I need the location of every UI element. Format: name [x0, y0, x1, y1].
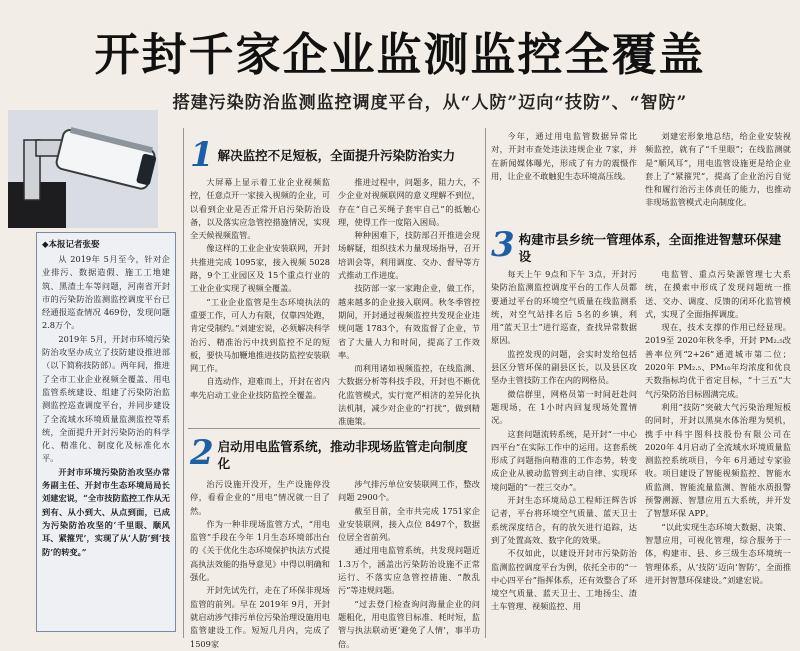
section3-heading: 构建市县乡统一管理体系，全面推进智慧环保建设 [518, 232, 782, 264]
continued-column-b [645, 130, 791, 228]
paragraph: 利用“技防”突破大气污染治理短板的同时，开封以黑臭水体治理为契机，携手中科宇图科技股份有限公司在 2020年 4月启动了全流域水环境质量监测监控系统项目，今年 6月通过专家验收。项目建设了智能视频监控、智能水质监测、智能流量监测、智能水质报警预警溯源、智慧应用五大系统，并开发了智慧环保 APP。 [645, 401, 791, 519]
headline: 开封千家企业监测监控全覆盖 [94, 28, 706, 81]
byline: ◆本报记者张娶 [42, 240, 100, 250]
paragraph: 作为一种非现场监管方式，“用电监管”手段在今年 1月生态环境部出台的《关于优化生态环境保护执法方式提高执法效能的指导意见》中得以明确和强化。 [190, 518, 330, 583]
section1-number: 1 [190, 135, 214, 175]
paragraph: 这套问题流转系统，是开封“一中心四平台”在实际工作中的运用。这套系统形成了问题指向精准的工作态势，转变成企业从被动监管到主动自律、实现环境问题的“一茬三交办”。 [491, 428, 637, 492]
section1-column-b [338, 176, 480, 427]
section1-column-a [190, 176, 330, 424]
column-divider [183, 128, 184, 638]
section2-heading: 启动用电监管系统，推动非现场监管走向制度化 [217, 439, 468, 471]
continued-column-a [491, 130, 637, 222]
section1-header [190, 135, 480, 175]
paragraph: “过去登门检查询问海量企业的问题粗化，用电监管目标准、耗时短，监管与执法联动更‘避免了人情’，事半功倍。 [338, 598, 480, 649]
paragraph: 不仅如此，以建设开封市污染防治监测监控调度平台为例，依托全市的“一中心四平台”指挥体系，还有效整合了环境空气质量、蓝天卫士、工地扬尘、渣土车管理、视频监控、用 [491, 548, 637, 612]
paragraph: 刘建宏形象地总结，给企业安装视频监控，就有了“千里眼”；在线监测就是“顺风耳”，用电监管设施更是给企业套上了“紧箍咒”，提高了企业治污自觉性和履行治污主体责任的能力，也推动非现场监管模式走向制度化。 [645, 131, 791, 208]
section2-header [190, 433, 480, 473]
surveillance-camera-photo [8, 110, 158, 228]
paragraph: 推进过程中，问题多，阻力大，不少企业对视频联网的意义理解不到位，存在“自己买绳子套牢自己”的抵触心理，使得工作一度陷入困局。 [338, 177, 480, 227]
paragraph: 电监管、重点污染源管理七大系统，在摸索中形成了发现问题统一推送、交办、调度、反馈的闭环化监管模式，实现了全面指挥调度。 [645, 269, 791, 319]
section3-header [491, 225, 791, 265]
paragraph: 今年，通过用电监管数据异常比对，开封市查处违法违规企业 7家，并在新闻媒体曝光，形成了有力的震慑作用，让企业不敢触犯生态环境高压线。 [491, 131, 637, 181]
intro-box [36, 232, 176, 632]
paragraph: 而利用诸如视频监控，在线监测、大数据分析等科技手段，开封也不断优化监管模式，实行宽严相济的差异化执法机制，减少对企业的“打扰”，做到精准施策。 [338, 363, 480, 427]
paragraph: 自选动作，迎难而上，开封在省内率先启动工业企业技防监控全覆盖。 [190, 376, 330, 400]
intro-paragraph: 开封市环境污染防治攻坚办常务副主任、开封市生态环境局局长刘建宏说，“全市技防监控工作从无到有、从小到大、从点到面，已成为污染防治攻坚的‘千里眼、顺风耳、紧箍咒’，实现了从‘人防’到‘技防’的转变。” [42, 466, 170, 557]
intro-paragraph: 从 2019年 5月至今，针对企业排污、数据造假、施工工地建筑、黑渣土车等问题，河南省开封市的污染防治监测监控调度平台已经通报巡查情况 469份，发现问题 2.8万个。 [42, 254, 170, 331]
paragraph: 开封先试先行，走在了环保非现场监管的前列。早在 2019年 9月，开封就启动涉气排污单位污染治理设施用电监管建设工作。短短几月内，完成了 1509家 [190, 585, 330, 649]
paragraph: 种种困难下，技防部召开推进会现场解疑，组织技术力量现场指导，召开培训会等，利用调度、交办、督导等方式推动工作进度。 [338, 230, 480, 281]
paragraph: 截至目前，全市共完成 1751家企业安装联网，接入点位 8497个，数据位居全省前列。 [338, 505, 480, 543]
paragraph: 治污设施开没开，生产设施停没停，看看企业的“用电”情况就一目了然。 [190, 479, 330, 516]
paragraph: 像这样的工业企业安装联网，开封共推进完成 1095家，接入视频 5028路，9个工业园区及 15个重点行业的工业企业实现了视频全覆盖。 [190, 243, 330, 294]
section3-column-b [645, 268, 791, 638]
section3-number: 3 [491, 225, 515, 265]
paragraph: 涉气排污单位安装联网工作，整改问题 2900个。 [338, 479, 480, 503]
intro-paragraph: 2019年 5月，开封市环境污染防治攻坚办成立了技防建设推进部（以下简称技防部）。两年间，推进了全市工业企业视频全覆盖、用电监管系统建设、组建了污染防治监测监控巡查调度平台，并同步建设了全流域水环境质量监测监控等系统，全面提升开封污染防治的科学化、精准化、制度化及标准化水平。 [42, 333, 170, 464]
paragraph: 监控发现的问题，会实时发给包括县区分管环保的副县区长，以及县区攻坚办主管技防工作在内的网格员。 [491, 348, 637, 386]
paragraph: 技防部一家一家跑企业，做工作，越来越多的企业接入联网。秋冬季管控期间，开封通过视频监控共发现企业违规问题 1783个，有效监督了企业，节省了大量人力和时间，提高了工作效率。 [338, 283, 480, 360]
section3-column-a [491, 268, 637, 638]
column-divider [485, 128, 486, 638]
paragraph: 微信群里，网格员第一时间赶赴问题现场，在 1小时内回复现场处置情况。 [491, 388, 637, 426]
paragraph: 开封生态环境局总工程师汪辉告诉记者，平台将环境空气质量、蓝天卫士系统深度结合，有的放矢进行追踪，达到了处置高效、数字化的效果。 [491, 495, 637, 545]
paragraph: 现在，技术支撑的作用已经显现。2019至 2020年秋冬季，开封 PM₂.₅改善率位列“2+26”通道城市第二位；2020年 PM₂.₅、PM₁₀年均浓度和优良天数指标均优于省定目标，“十三五”大气污染防治目标圆满完成。 [645, 322, 791, 399]
paragraph: 通过用电监管系统，共发现问题近 1.3万个，涵盖出污染防治设施不正常运行、不落实应急管控措施、“散乱污”等违规问题。 [338, 545, 480, 596]
section2-number: 2 [190, 433, 214, 473]
section2-column-a [190, 478, 330, 649]
section2-column-b [338, 478, 480, 649]
subheadline: 搭建污染防治监测监控调度平台，从“人防”迈向“技防”、“智防” [172, 93, 688, 113]
paragraph: 每天上午 9点和下午 3点，开封污染防治监测监控调度平台的工作人员都要通过平台的环境空气质量在线监测系统，对空气站排名后 5名的乡镇，利用“蓝天卫士”进行巡查，查找异常数据原因。 [491, 269, 637, 346]
section1-heading: 解决监控不足短板，全面提升污染防治实力 [217, 148, 456, 163]
paragraph: 大屏幕上显示着工业企业视频监控，任意点开一家接入视频的企业，可以看到企业是否正常开启污染防治设备，以及落实应急管控措施情况，实现全天候视频监管。 [190, 177, 330, 241]
paragraph: “工业企业监管是生态环境执法的重要工作，可人力有限，仅靠四处跑，肯定受制约。”刘建宏说，必须解决科学治污、精准治污中找到监控不足的短板，要快马加鞭地推进技防监控安装联网工作。 [190, 296, 330, 374]
paragraph: “以此实现生态环境大数据、决策、智慧应用，可视化管理，综合服务于一体，构建市、县、乡三级生态环境统一管理体系，从‘技防’迈向‘智防’，全面推进开封智慧环保建设。”刘建宏说。 [645, 521, 791, 585]
